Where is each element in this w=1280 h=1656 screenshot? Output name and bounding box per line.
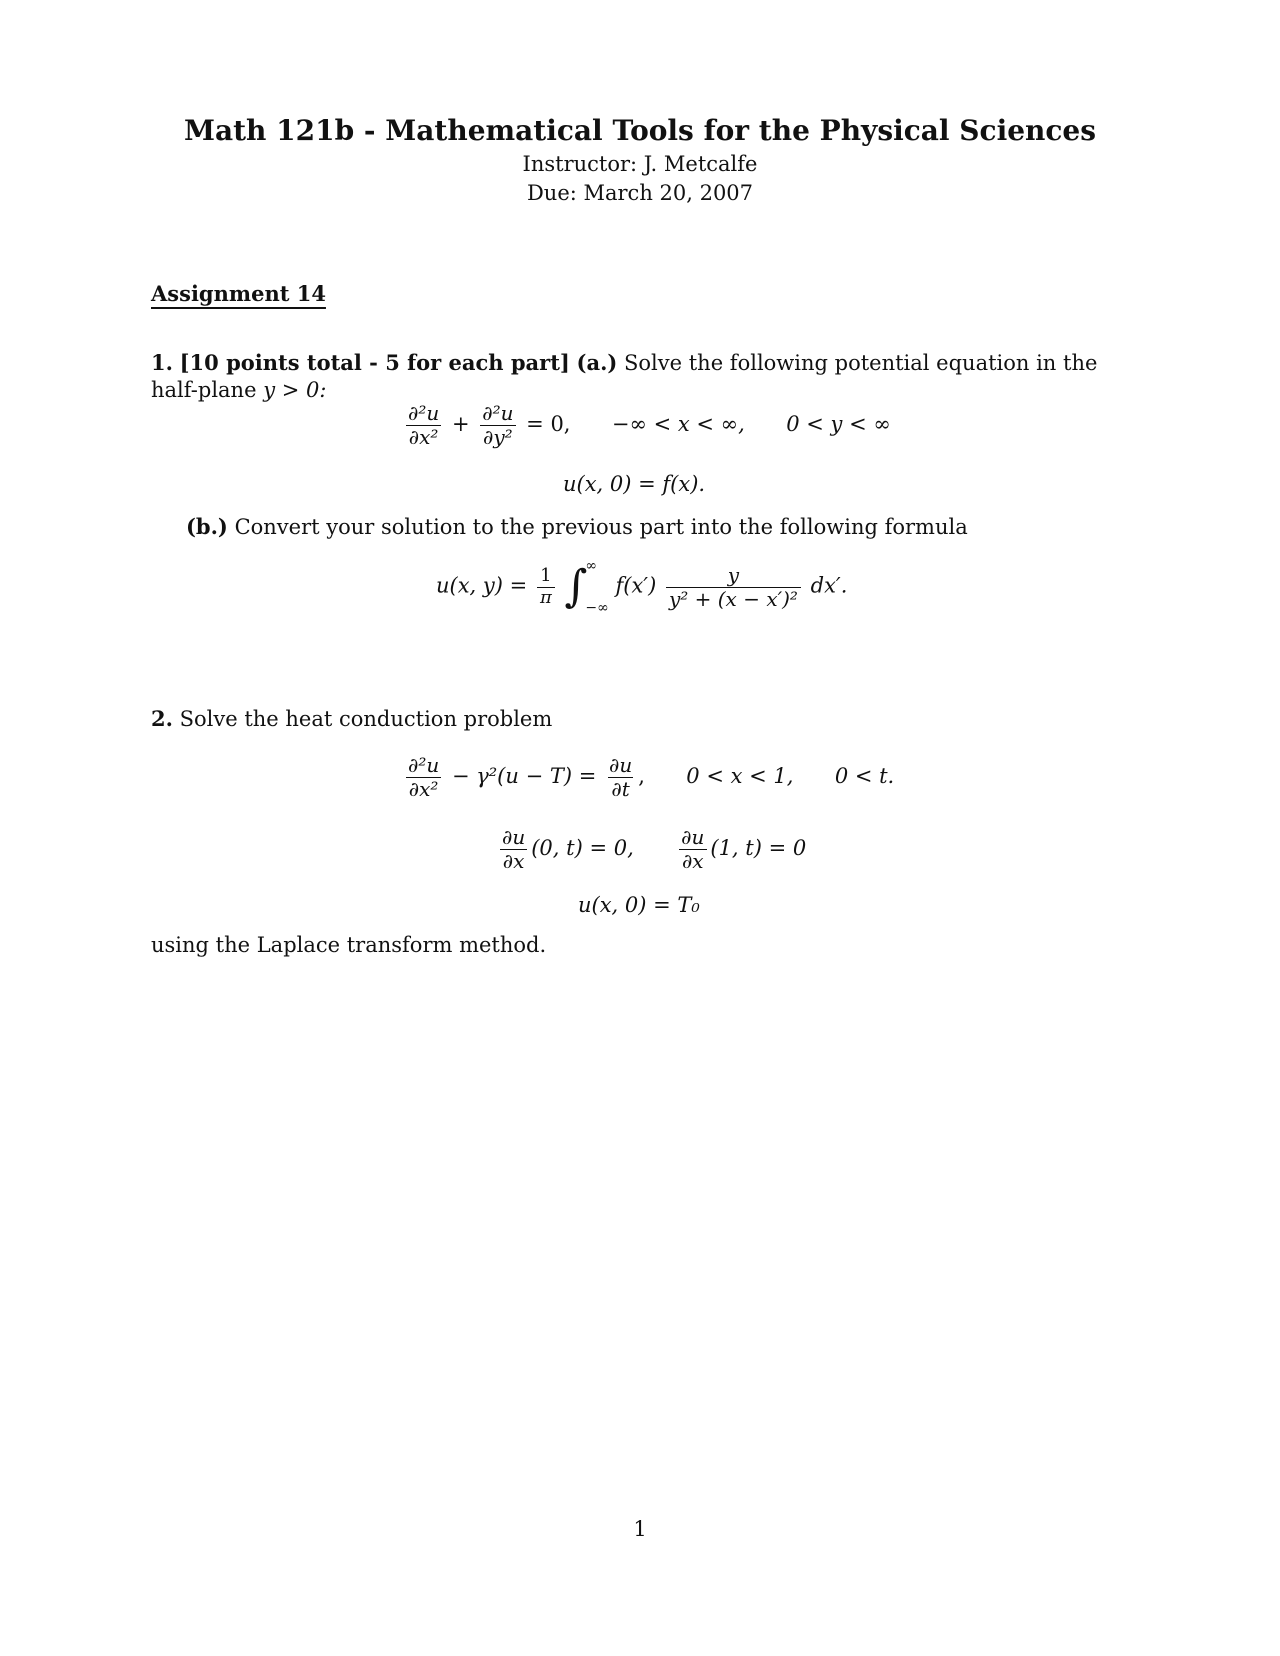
d2u-dx2-fraction: $\frac{\text{∂²u}}{\text{∂x²}}$ xyxy=(405,754,442,801)
heat-equation: $\frac{\text{∂²u}}{\text{∂x²}}$ − γ²(u − T) = $\frac{\partial u}{\partial t}$ , 0 < x < 1, 0 < t. xyxy=(402,754,894,801)
due-date-line: Due: March 20, 2007 xyxy=(526,181,754,205)
laplace-equation xyxy=(402,402,891,449)
boundary-conditions xyxy=(496,826,806,873)
problem2-text: Solve the heat conduction problem xyxy=(179,707,553,731)
equation-rhs: = 0, xyxy=(526,412,571,436)
page-number: 1 xyxy=(633,1517,647,1541)
problem1-points: [10 points total - 5 for each part] xyxy=(179,350,570,375)
du-dt-fraction: $\frac{\partial u}{\partial t}$ xyxy=(609,753,633,801)
half-plane-math: y > 0: xyxy=(263,378,327,402)
boundary-condition-1: u(x, 0) = f(x). xyxy=(563,472,706,496)
assignment-heading: Assignment 14 xyxy=(151,281,326,306)
problem1-number: 1. xyxy=(151,350,173,375)
problem1-intro xyxy=(151,350,1097,375)
kernel-fraction: $\frac{y}{\text{y² + (x − x′)²}}$ xyxy=(666,564,801,611)
one-over-pi: $\frac{1}{\pi}$ xyxy=(537,566,555,608)
d2u-dy2-fraction: $\frac{\text{∂²u}}{\text{∂y²}}$ xyxy=(479,402,516,449)
problem1-part-b xyxy=(186,514,968,539)
bc-right: (1, t) = 0 xyxy=(710,836,807,860)
problem2-closing: using the Laplace transform method. xyxy=(151,933,547,957)
problem2-number: 2. xyxy=(151,706,173,731)
du-dx-fraction-left: $\frac{\partial u}{\partial x}$ xyxy=(499,826,528,873)
bc-left: (0, t) = 0, xyxy=(531,836,634,860)
x-range: 0 < x < 1, xyxy=(686,764,794,788)
formula-lhs: u(x, y) = xyxy=(436,573,528,598)
x-range: −∞ < x < ∞, xyxy=(611,412,745,436)
problem2-intro xyxy=(151,706,552,731)
du-dx-fraction-right: $\frac{\partial u}{\partial x}$ xyxy=(678,826,707,873)
problem1-part-b-text: Convert your solution to the previous part into the following formula xyxy=(234,515,968,539)
t-range: 0 < t. xyxy=(834,764,895,788)
integrand-f: f(x′) xyxy=(615,573,657,598)
differential: dx′. xyxy=(810,573,848,598)
y-range: 0 < y < ∞ xyxy=(786,412,891,436)
plus-sign: + xyxy=(451,412,470,436)
instructor-line: Instructor: J. Metcalfe xyxy=(522,152,758,176)
document-title: Math 121b - Mathematical Tools for the Physical Sciences xyxy=(183,114,1097,147)
initial-condition: u(x, 0) = T₀ xyxy=(578,893,700,917)
problem1-line2 xyxy=(151,378,326,402)
integral-lower-limit: −∞ xyxy=(585,600,609,616)
problem1-part-a-label: (a.) xyxy=(576,350,618,375)
poisson-formula xyxy=(436,558,847,616)
d2u-dx2-fraction: $\frac{\text{∂²u}}{\text{∂x²}}$ xyxy=(405,402,442,449)
half-plane-text: half-plane xyxy=(151,378,257,402)
problem1-part-b-label: (b.) xyxy=(186,514,228,539)
integral-upper-limit: ∞ xyxy=(585,558,598,574)
integral-sign: ∫ ∞ −∞ xyxy=(564,558,609,616)
problem1-part-a-text: Solve the following potential equation in the xyxy=(624,351,1098,375)
heat-middle-term: − γ²(u − T) = xyxy=(451,764,597,788)
